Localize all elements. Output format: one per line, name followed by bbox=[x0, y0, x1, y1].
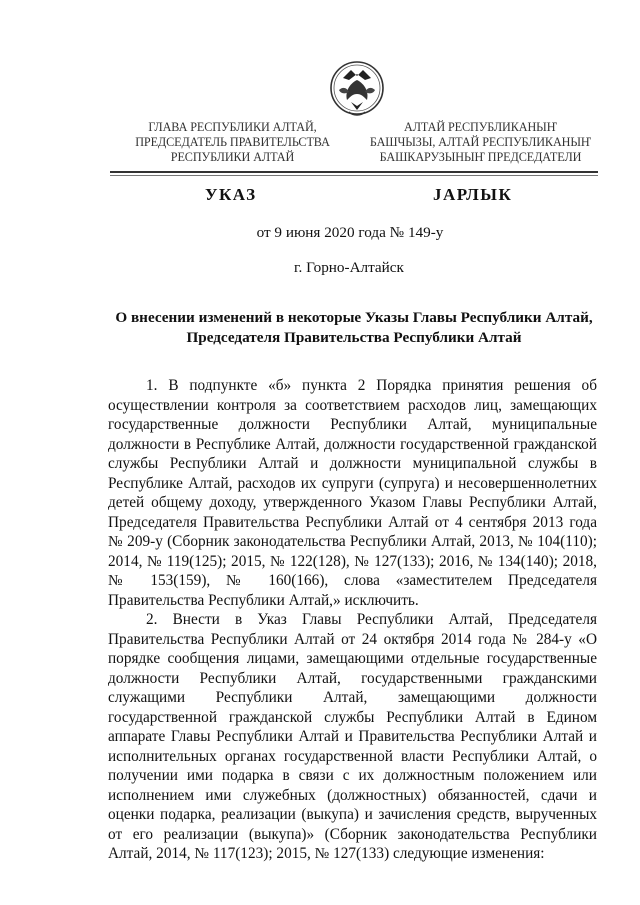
header-divider bbox=[110, 171, 598, 173]
paragraph-1: 1. В подпункте «б» пункта 2 Порядка принятия решения об осуществлении контроля за соответствием расходов лиц, замещающих государственные должности Республики Алтай, муниципальные должности в Республике Алтай, должности государственной гражданской службы Республики Алтай и должности муниципальной службы в Республике Алтай, расходов их супруги (супруга) и несовершеннолетних детей общему доходу, утвержденного Указом Главы Республики Алтай, Председателя Правительства Республики Алтай от 4 сентября 2013 года № 209-у (Сборник законодательства Республики Алтай, 2013, № 104(110); 2014, № 119(125); 2015, № 122(128), № 127(133); 2016, № 134(140); 2018, № 153(159), № 160(166), слова «заместителем Председателя Правительства Республики Алтай,» исключить. bbox=[108, 377, 597, 609]
heading-line: О внесении изменений в некоторые Указы Главы Республики Алтай, bbox=[115, 309, 593, 326]
coat-of-arms-icon bbox=[329, 58, 385, 122]
header-left-line: РЕСПУБЛИКИ АЛТАЙ bbox=[170, 150, 295, 164]
date-number-text: от 9 июня 2020 года № 149-у bbox=[256, 224, 444, 241]
header-left-line: ГЛАВА РЕСПУБЛИКИ АЛТАЙ, bbox=[148, 120, 317, 134]
document-heading bbox=[104, 308, 604, 348]
header-left-block bbox=[110, 120, 355, 165]
heading-line: Председателя Правительства Республики Алтай bbox=[186, 329, 522, 346]
header-right-line: АЛТАЙ РЕСПУБЛИКАНЫҤ bbox=[404, 120, 557, 134]
title-jarlyk: JАРЛЫК bbox=[433, 185, 513, 204]
header-left-line: ПРЕДСЕДАТЕЛЬ ПРАВИТЕЛЬСТВА bbox=[135, 135, 330, 149]
city-line bbox=[0, 259, 640, 277]
header-right-line: БАШКАРУЗЫНЫҤ ПРЕДСЕДАТЕЛИ bbox=[379, 150, 582, 164]
title-ukaz: УКАЗ bbox=[205, 185, 257, 204]
city-text: г. Горно-Алтайск bbox=[294, 259, 404, 276]
date-number-line bbox=[0, 224, 640, 242]
document-body bbox=[108, 376, 597, 864]
header-right-block bbox=[358, 120, 603, 165]
header-right-line: БАШЧЫЗЫ, АЛТАЙ РЕСПУБЛИКАНЫҤ bbox=[369, 135, 592, 149]
header-divider-thin bbox=[110, 175, 598, 176]
paragraph-2: 2. Внести в Указ Главы Республики Алтай, Председателя Правительства Республики Алтай от 24 октября 2014 года № 284-у «О порядке сообщения лицами, замещающими отдельные государственные должности Республики Алтай, государственными гражданскими служащими Республики Алтай, замещающими должности государственной гражданской службы Республики Алтай в Едином аппарате Главы Республики Алтай и Правительства Республики Алтай и исполнительных органах государственной власти Республики Алтай, о получении ими подарка в связи с их должностным положением или исполнением ими служебных (должностных) обязанностей, сдачи и оценки подарка, реализации (выкупа) и зачисления средств, вырученных от его реализации (выкупа)» (Сборник законодательства Республики Алтай, 2014, № 117(123); 2015, № 127(133) следующие изменения: bbox=[108, 611, 597, 862]
